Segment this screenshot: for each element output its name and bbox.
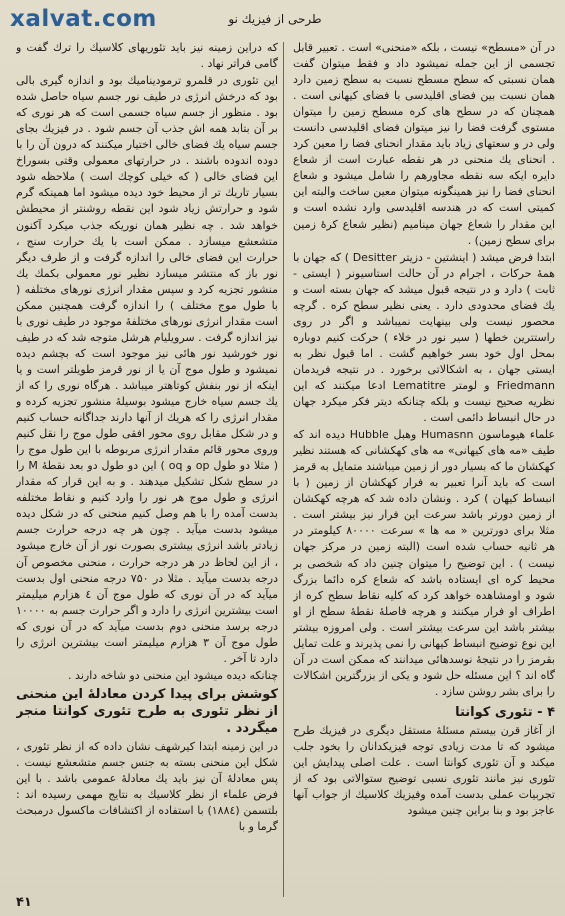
left-heading: کوشش برای پیدا کردن معادلهٔ این منحنی از نظر تئوری به طرح تئوری کوانتا منجر میگردد .	[16, 686, 278, 736]
paragraph: از آغاز قرن بیستم مسئلهٔ مستقل دیگری در فیزیك طرح میشود که تا مدت زیادی توجه فیزیکدانان را بخود جلب میکند و آن تئوری کوانتا است . علت اصلی پیدایش این تئوری نیز مانند تئوری نسبی توضیح ستوالاتی بود که از تجربیات عملی بدست آمده وفیزیك کلاسیك از جواب آنها عاجز بود و بنا براین چنین میشود	[293, 723, 555, 818]
paragraph: علماء هیوماسون Humasnn وهبل Hubble دیده اند که طیف «مه های کیهانی» مه های کهکشانی که هستند نظیر کهکشان ما که بسیار دور از زمین میباشند متمایل به قرمز است که باید آنرا تعبیر به فرار کهکشان از زمین ( با انبساط کیهان ) کرد . ونشان داده شد که هرچه کهکشان از زمین دورتر باشد سرعت این فرار نیز بیشتر است . مثلا برای دورترین « مه ها » سرعت ۸۰۰۰۰ کیلومتر در هر ثانیه حساب شده است (البته زمین در مرکز جهان نیست ) . این توضیح را میتوان چنین داد که شخصی بر محیط کره ای ایستاده باشد که شعاع کره دائما بزرگ شود و اومشاهده خواهد کرد که کلیه نقاط سطح کره از اطراف او فرار میکنند و هرچه فاصلهٔ نقطهٔ سطح از او بیشتر باشد این سرعت بیشتر است . ولی امروزه بیشتر این نوع توضیح انبساط کیهانی را نمی پذیرند و علت تمایل بقرمز را در نتیجهٔ نوسدهائی میدانند که ممکن است در آن گاه اند ؟ این مسئله حل شود و یکی از بزرگترین اشکالات را برای بشر روشن سازد .	[293, 428, 555, 698]
paragraph: که دراین زمینه نیز باید تئوریهای کلاسیك را ترك گفت و گامی فراتر نهاد .	[16, 41, 278, 71]
paragraph: این تئوری در قلمرو ترمودینامیك بود و اندازه گیری بالی بود که درخش انرژی در طیف نور جسم سیاه حاصل شده بود . منظور از جسم سیاه جسمی است که هر نوری که بر آن بتابد همه اش جذب آن جسم شود . در فیزیك بجای جسم سیاه یك فضای خالی اختیار میکنند که درون آن را با دوده اندوده باشند . در حرارتهای معمولی وقتی بسوراخ این فضای خالی ( که خیلی کوچك است ) ملاحظه شود بسیار تاریك تر از محیط خود دیده میشود اما همینکه گرم شود و حرارتش زیاد شود این نقطه روشنتر از محیطش خواهد شد . چه نظیر همان نوریکه جذب میکرد آکنون متشعشع میسازد . ممکن است با یك حرارت سنج ، حرارت این فضای خالی را اندازه گرفت و از طرف دیگر نور باز که منتشر میسازد نظیر نور معمولی بکمك یك منشور تجزیه کرد و سپس مقدار انرژی نورهای مختلفه ( با طول موج مختلف ) را اندازه گرفت همچنین ممکن است مقدار انرژی نورهای مختلفهٔ موجود در طیف نوری با نیز اندازه گرفت . سرویلیام هرشل متوجه شد که در طیف نور خورشید نور هائی نیز موجود است که بچشم دیده نمیشود و طول موج آن یا از نور قرمز طویلتر است و یا اینکه از نور بنفش کوتاهتر میباشد . هرگاه نوری را که از یك جسم سیاه خارج میشود بوسیلهٔ منشور تجزیه کرده و مقدار انرژی را که هریك از آنها دارند جداگانه حساب کنیم و در شکل مقابل روی محور افقی طول موج را نقل کنیم وروی محور قائم مقدار انرژی مربوطه با این طول موج را ( مثلا دو طول op و oq ) این دو طول دو بعد نقطهٔ M را در سطح شکل تشکیل میدهند . و به این قرار که مقدار انرژی و طول موج هر نور را وارد کنیم و نقاط مختلفه بدست آمده را با هم وصل کنیم منحنی که در شکل دیده میشود بدست میآید . چون هر چه درجه حرارت جسم زیادتر باشد انرژی بیشتری بصورت نور از آن خارج میشود ، از این لحاظ در هر درجه حرارت ، منحنی مخصوص آن درجه بدست میآید . مثلا در ۷۵۰ درجه منحنی اول بدست میآید که در آن نوری که طول موج آن ٤ هزارم میلیمتر است بیشترین انرژی را دارد و اگر حرارت جسم به ۱۰۰۰۰ درجه برسد منحنی دوم بدست میآید که در آن نوری که طول موج آن ۳ هزارم میلیمتر است بیشترین انرژی را دارد تا آخر .	[16, 74, 278, 665]
left-column	[16, 40, 278, 895]
section-heading: ۴ - تئوری کوانتا	[455, 704, 555, 720]
watermark: xalvat.com	[10, 6, 157, 32]
paragraph: چنانکه دیده میشود این منحنی دو شاخه دارند .	[68, 668, 278, 682]
paragraph: در آن «مسطح» نیست ، بلکه «منحنی» است . تعبیر قابل تجسمی از این جمله نمیشود داد و فقط میتوان گفت همان نسبتی که سطح مسطح نسبت به سطح زمین دارد همان نسبت بین فضای اقلیدسی با فضای کیهانی است . همچنان که در سطح های کره مسطح زمین را میتوان مستوی گرفت فضا را نیز میتوان فضای اقلیدسی دانست ولی در و سعتهای زیاد باید مقدار انحنای فضا را معین کرد . انحنای یك منحنی در هر نقطه عبارت است از شعاع دایره ایکه سه نقطه مجاورهم را شامل میشود و شعاع انحنای فضا را نیز همینگونه میتوان معین ساخت والبته این کمیتی است که در هندسه اقلیدسی وارد نشده است و این مقدار را شعاع جهان مینامیم (نظیر شعاع کرهٔ زمین برای سطح زمین) .	[293, 41, 555, 247]
paragraph: در این زمینه ابتدا کیرشهف نشان داده که از نظر تئوری ، شکل این منحنی بسته به جنس جسم متشعشع نیست . پس معادلهٔ آن نیز باید یك معادلهٔ عمومی باشد . با این فرض علماء از نظر کلاسیك به نتایج مهمی رسیده اند : بلتسمن (۱۸۸٤) با استفاده از اکتشافات ماکسول درمبحث گرما و با	[16, 739, 278, 834]
page-number: ۴۱	[16, 895, 32, 910]
running-head: طرحی از فیزیك نو	[228, 12, 322, 26]
column-divider	[283, 42, 284, 897]
right-column	[293, 40, 555, 895]
paragraph: ابتدا فرض میشد ( اینشتین - دزیتر Desitter ) که جهان با همهٔ حرکات ، اجرام در آن حالت استاسیونر ( ایستی - ثابت ) دارد و در نتیجه قبول میشد که جهان بسته است و یك فضای محدودی دارد . یعنی نظیر سطح کره . گرچه محصور نیست ولی بینهایت نمیباشد و اگر در روی راستترین خطها ( سیر نور در خلاء ) حرکت کنیم دوباره بمحل اول خود بسر خواهیم گشت . اما قبول نظر به ایستی جهان ، به اشکالاتی برخورد . در نتیجه فریدمان Friedmann و لومتر Lematitre ادعا میکنند که این نظریه صحیح نیست و بلکه چنانکه دیتر فکر میکرد جهان در حال انبساط دائمی است .	[293, 250, 555, 425]
